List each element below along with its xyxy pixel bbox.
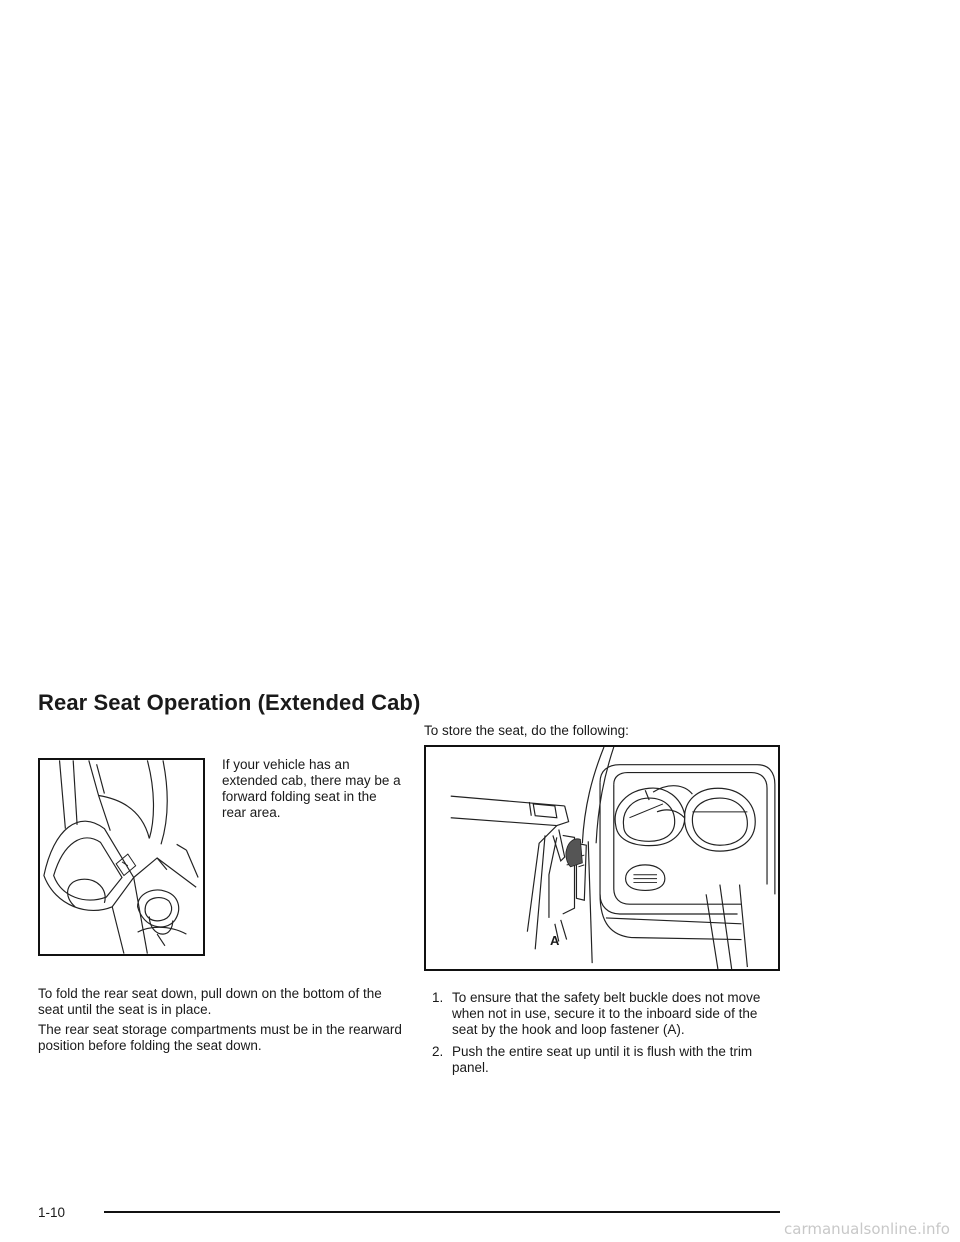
rear-seat-illustration <box>38 758 205 956</box>
list-item <box>432 990 782 1038</box>
step-number: 2. <box>432 1044 444 1059</box>
step-text: To ensure that the safety belt buckle does not move when not in use, secure it to the inboard side of the seat by the hook and loop fastener (A). <box>452 990 761 1037</box>
step-number: 1. <box>432 990 444 1005</box>
store-seat-intro: To store the seat, do the following: <box>424 723 629 738</box>
intro-text: If your vehicle has an extended cab, there may be a forward folding seat in the rear area. <box>222 757 401 820</box>
page-number: 1-10 <box>38 1205 66 1220</box>
list-item <box>432 1044 782 1076</box>
storage-compartment-note: The rear seat storage compartments must be in the rearward position before folding the seat down. <box>38 1022 402 1053</box>
fastener-label-a: A <box>550 933 560 948</box>
storage-steps-list <box>432 990 782 1082</box>
section-title: Rear Seat Operation (Extended Cab) <box>38 690 421 715</box>
step-text: Push the entire seat up until it is flush with the trim panel. <box>452 1044 753 1075</box>
seat-storage-illustration <box>424 745 780 971</box>
footer-rule <box>104 1211 780 1213</box>
watermark: carmanualsonline.info <box>784 1220 950 1238</box>
fold-instruction-text: To fold the rear seat down, pull down on the bottom of the seat until the seat is in place. <box>38 986 382 1017</box>
